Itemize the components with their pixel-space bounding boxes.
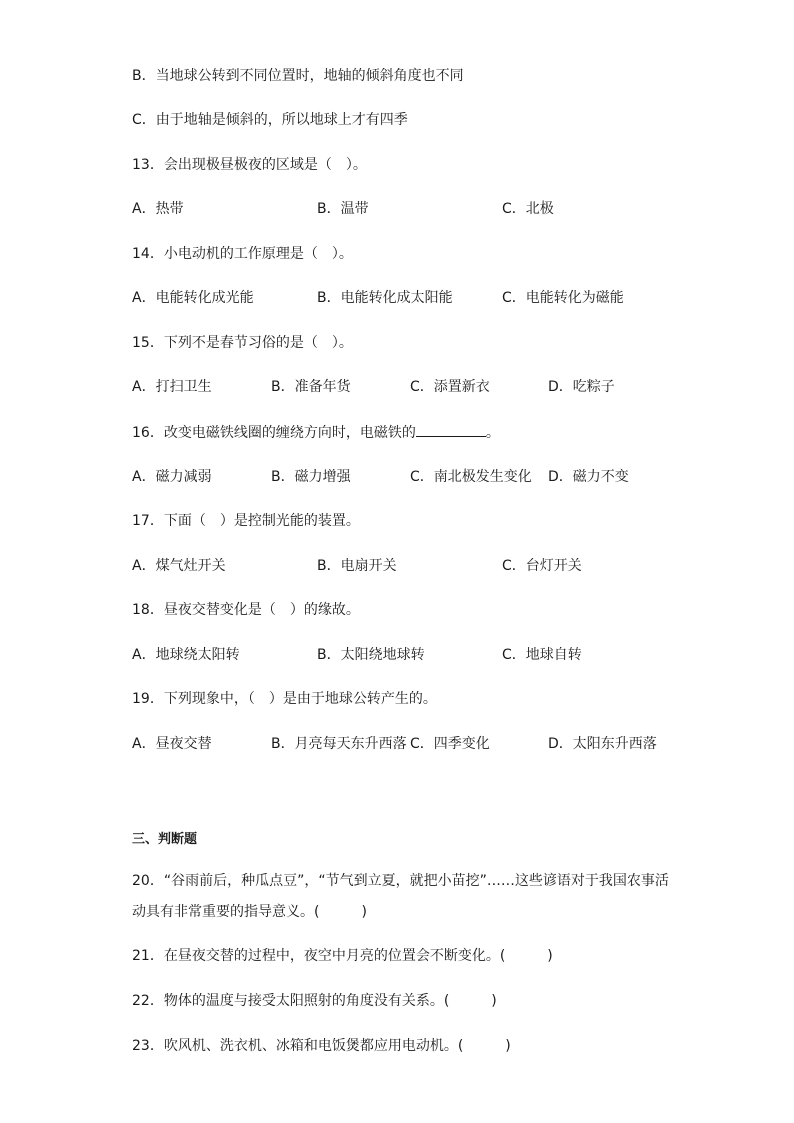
q18-stem: 18．昼夜交替变化是（ ）的缘故。 (132, 602, 360, 618)
q17-option-a: A．煤气灶开关 (132, 558, 226, 574)
q15-option-a: A．打扫卫生 (132, 379, 212, 395)
q14-option-c: C．电能转化为磁能 (502, 290, 624, 306)
answer-blank (416, 422, 486, 437)
q17-option-c: C．台灯开关 (502, 558, 582, 574)
q16-option-a: A．磁力减弱 (132, 469, 212, 485)
q21-stem: 21．在昼夜交替的过程中，夜空中月亮的位置会不断变化。( ) (132, 948, 553, 964)
q18-option-c: C．地球自转 (502, 647, 582, 663)
section-heading: 三、判断题 (132, 832, 198, 847)
q16-option-d: D．磁力不变 (548, 469, 629, 485)
q20-line-2: 动具有非常重要的指导意义。( ) (132, 904, 367, 920)
q20-line-1: 20．“谷雨前后，种瓜点豆”，“节气到立夏，就把小苗挖”……这些谚语对于我国农事活 (132, 873, 669, 889)
q15-stem: 15．下列不是春节习俗的是（ ）。 (132, 335, 353, 351)
q13-option-b: B．温带 (317, 201, 369, 217)
q12-option-b: B．当地球公转到不同位置时，地轴的倾斜角度也不同 (132, 68, 464, 84)
q16-stem-end: 。 (485, 425, 500, 441)
q15-option-c: C．添置新衣 (410, 379, 490, 395)
q16-stem (132, 422, 500, 443)
q13-option-c: C．北极 (502, 201, 554, 217)
q14-option-a: A．电能转化成光能 (132, 290, 254, 306)
q19-option-c: C．四季变化 (410, 736, 490, 752)
q19-option-d: D．太阳东升西落 (548, 736, 657, 752)
q19-option-b: B．月亮每天东升西落 (271, 736, 407, 752)
q18-option-a: A．地球绕太阳转 (132, 647, 240, 663)
q13-option-a: A．热带 (132, 201, 184, 217)
q22-stem: 22．物体的温度与接受太阳照射的角度没有关系。( ) (132, 993, 497, 1009)
q18-option-b: B．太阳绕地球转 (317, 647, 425, 663)
q19-stem: 19．下列现象中，（ ）是由于地球公转产生的。 (132, 691, 437, 707)
q14-option-b: B．电能转化成太阳能 (317, 290, 453, 306)
q19-option-a: A．昼夜交替 (132, 736, 212, 752)
q16-option-c: C．南北极发生变化 (410, 469, 532, 485)
q12-option-c: C．由于地轴是倾斜的，所以地球上才有四季 (132, 112, 408, 128)
q15-option-d: D．吃粽子 (548, 379, 615, 395)
q13-stem: 13．会出现极昼极夜的区域是（ ）。 (132, 157, 367, 173)
q15-option-b: B．准备年货 (271, 379, 351, 395)
q17-option-b: B．电扇开关 (317, 558, 397, 574)
q23-stem: 23．吹风机、洗衣机、冰箱和电饭煲都应用电动机。( ) (132, 1038, 511, 1054)
q14-stem: 14．小电动机的工作原理是（ ）。 (132, 246, 353, 262)
q17-stem: 17．下面（ ）是控制光能的装置。 (132, 513, 360, 529)
q16-option-b: B．磁力增强 (271, 469, 351, 485)
q16-stem-text: 16．改变电磁铁线圈的缠绕方向时，电磁铁的 (132, 425, 416, 441)
